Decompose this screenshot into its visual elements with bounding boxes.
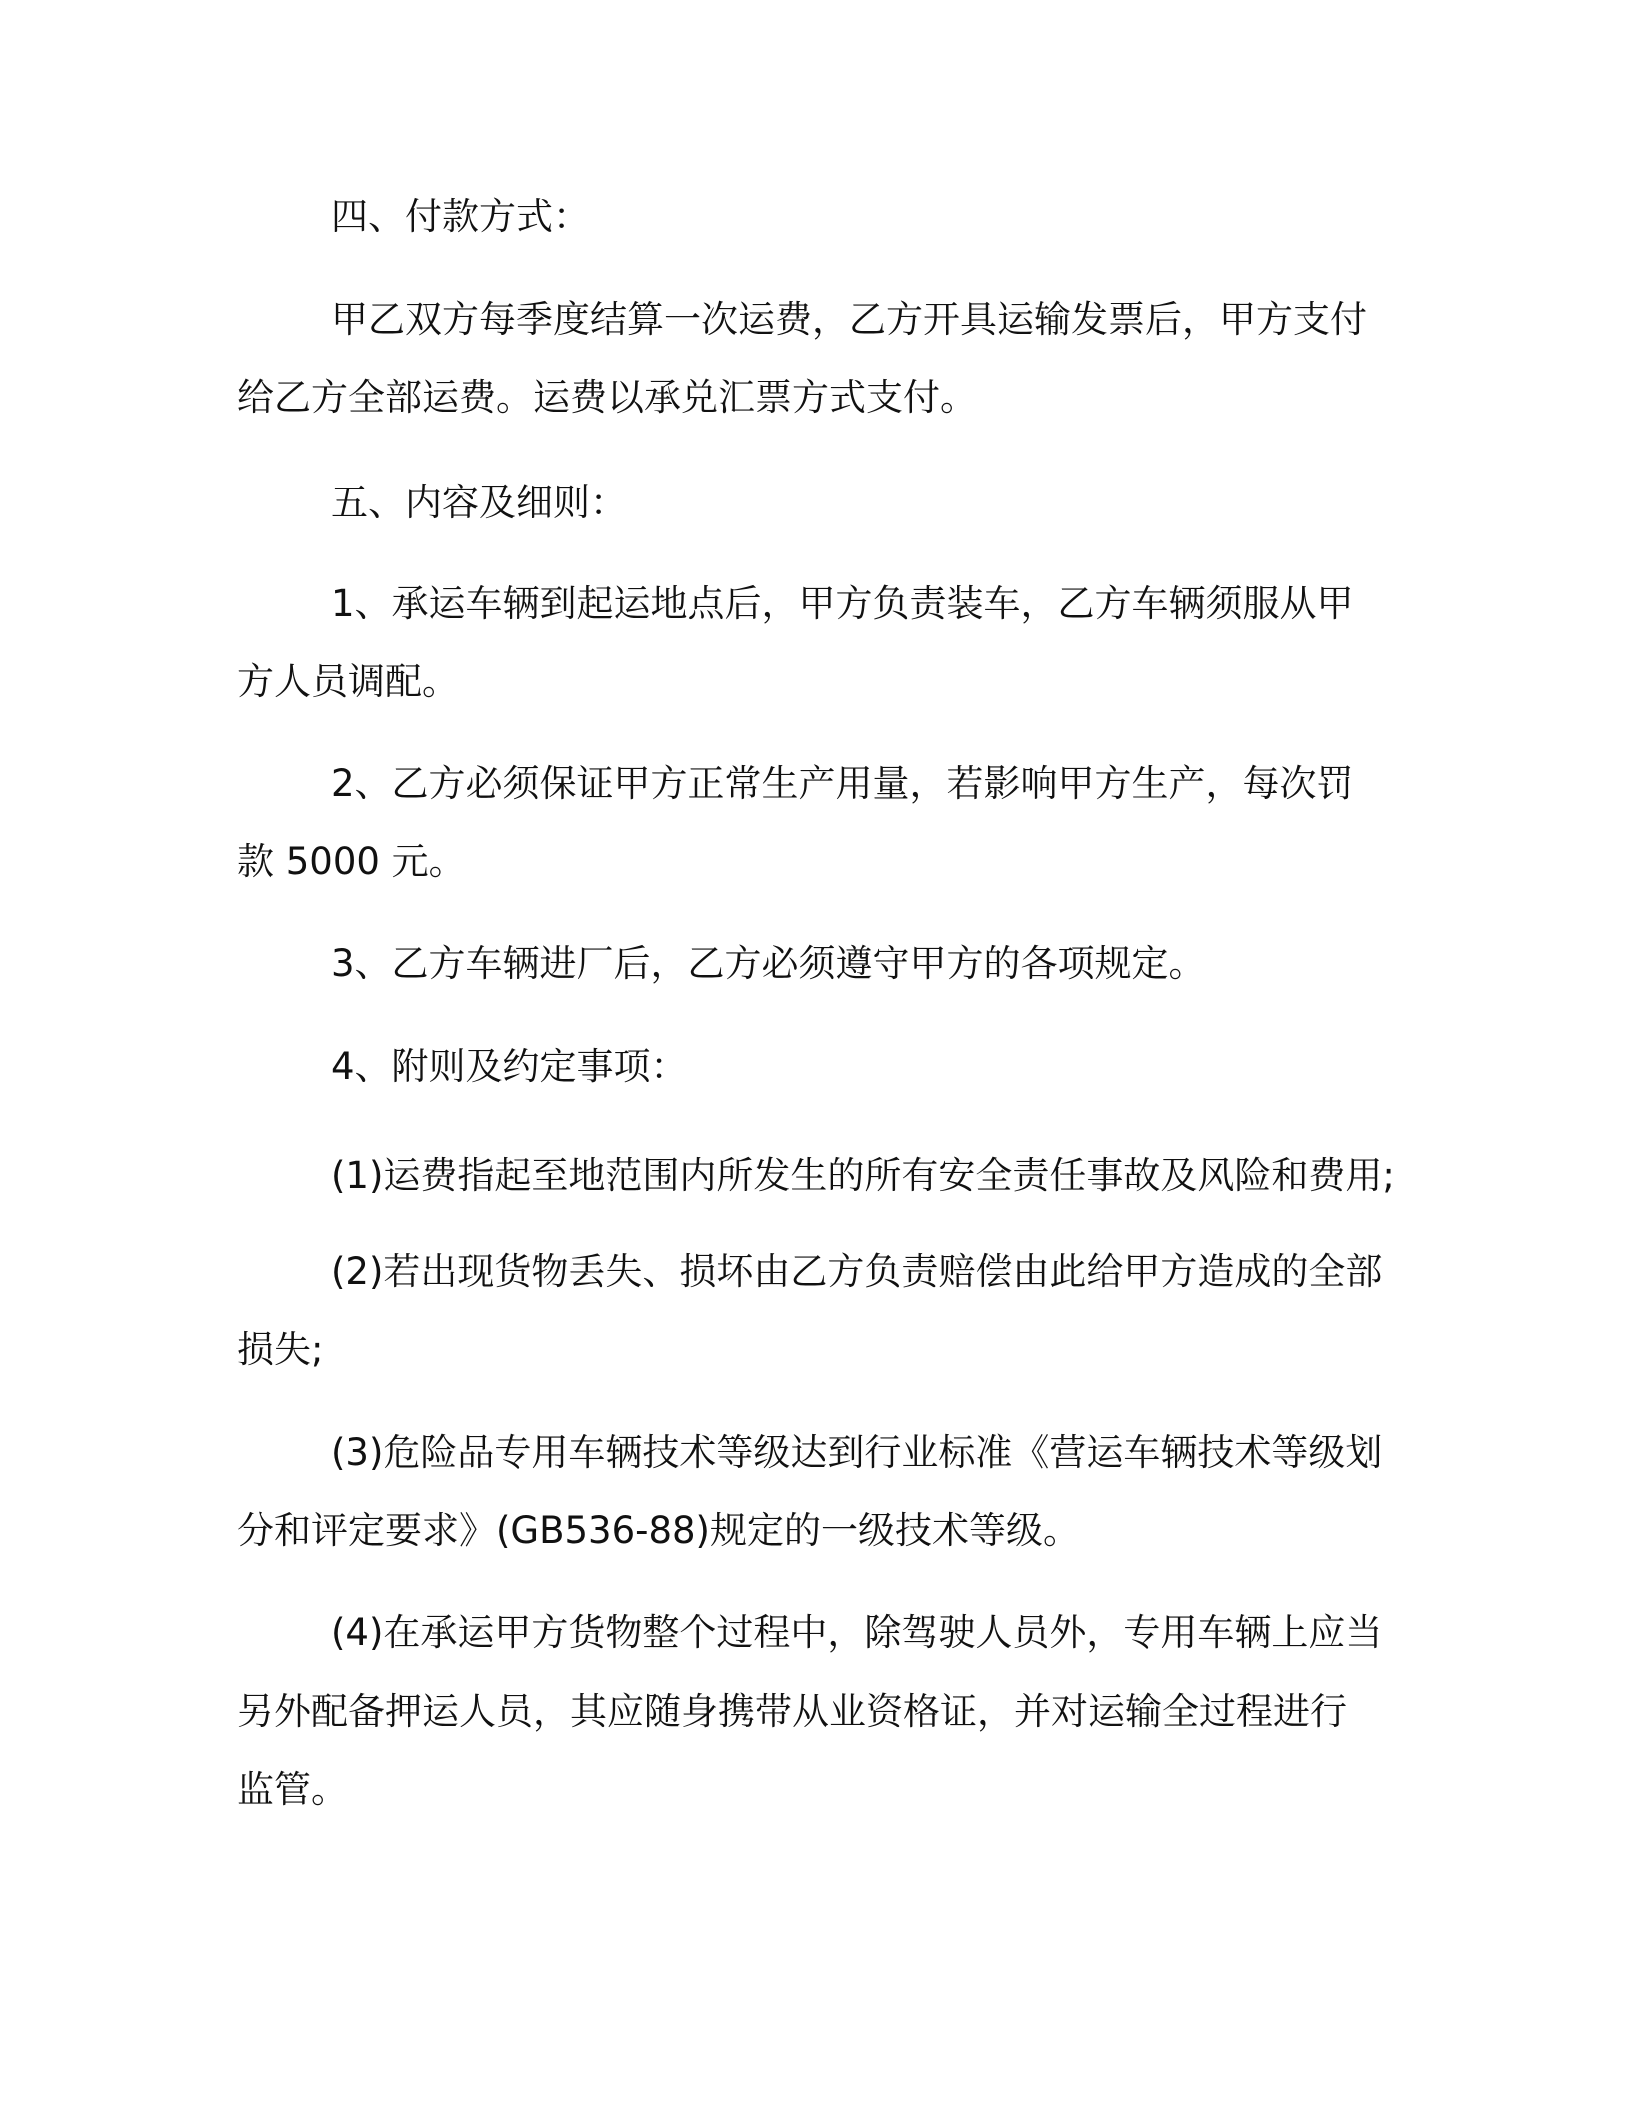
item-1-line: 方人员调配。	[237, 660, 459, 703]
paragraph-line: 甲乙双方每季度结算一次运费，乙方开具运输发票后，甲方支付	[331, 298, 1367, 341]
item-4-heading: 4、附则及约定事项：	[331, 1045, 688, 1088]
item-3-line: 3、乙方车辆进厂后，乙方必须遵守甲方的各项规定。	[331, 942, 1206, 985]
item-2-line: 2、乙方必须保证甲方正常生产用量，若影响甲方生产，每次罚	[331, 762, 1354, 805]
paragraph-line: 给乙方全部运费。运费以承兑汇票方式支付。	[237, 376, 977, 419]
sub-item-2-line: 损失;	[237, 1328, 324, 1371]
item-1-line: 1、承运车辆到起运地点后，甲方负责装车，乙方车辆须服从甲	[331, 582, 1354, 625]
sub-item-3-line: (3)危险品专用车辆技术等级达到行业标准《营运车辆技术等级划	[331, 1431, 1383, 1474]
item-2-line: 款 5000 元。	[237, 840, 466, 883]
sub-item-1: (1)运费指起至地范围内所发生的所有安全责任事故及风险和费用;	[331, 1154, 1395, 1197]
sub-item-4-line: (4)在承运甲方货物整个过程中，除驾驶人员外，专用车辆上应当	[331, 1611, 1383, 1654]
sub-item-4-line: 监管。	[237, 1768, 348, 1811]
sub-item-4-line: 另外配备押运人员，其应随身携带从业资格证，并对运输全过程进行	[237, 1690, 1347, 1733]
section-heading-payment: 四、付款方式：	[331, 195, 590, 238]
sub-item-3-line: 分和评定要求》(GB536-88)规定的一级技术等级。	[237, 1509, 1080, 1552]
section-heading-details: 五、内容及细则：	[331, 481, 627, 524]
sub-item-2-line: (2)若出现货物丢失、损坏由乙方负责赔偿由此给甲方造成的全部	[331, 1250, 1383, 1293]
